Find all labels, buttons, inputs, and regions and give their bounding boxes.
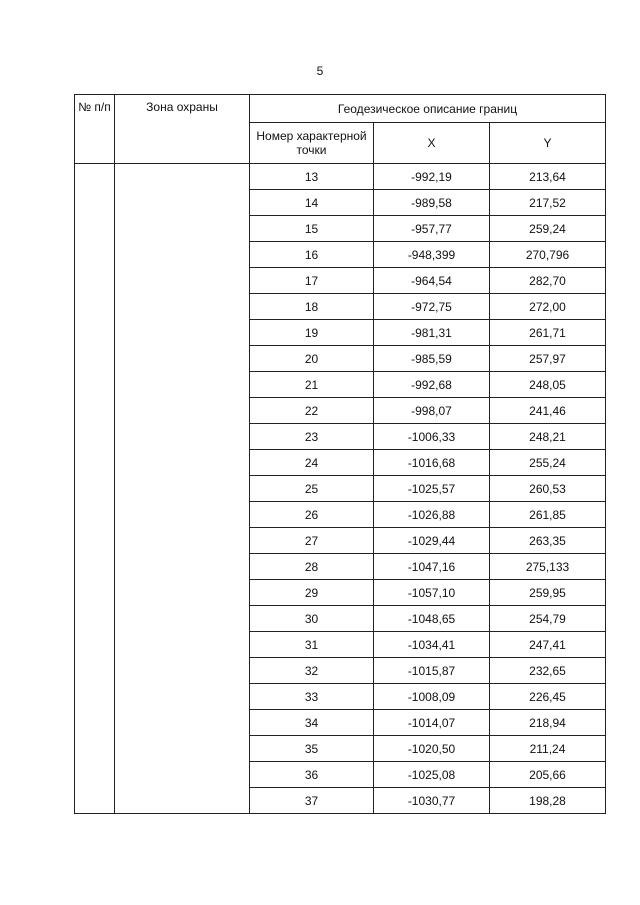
x-cell: -1030,77: [374, 788, 490, 814]
y-cell: 263,35: [490, 528, 606, 554]
x-cell: -1025,08: [374, 762, 490, 788]
x-cell: -985,59: [374, 346, 490, 372]
y-cell: 232,65: [490, 658, 606, 684]
header-y: Y: [490, 123, 606, 164]
point-number-cell: 36: [250, 762, 374, 788]
point-number-cell: 22: [250, 398, 374, 424]
point-number-cell: 19: [250, 320, 374, 346]
y-cell: 272,00: [490, 294, 606, 320]
geodetic-table: [74, 94, 606, 814]
x-cell: -989,58: [374, 190, 490, 216]
y-cell: 261,71: [490, 320, 606, 346]
y-cell: 261,85: [490, 502, 606, 528]
y-cell: 248,05: [490, 372, 606, 398]
x-cell: -1057,10: [374, 580, 490, 606]
x-cell: -1048,65: [374, 606, 490, 632]
header-x: X: [374, 123, 490, 164]
header-point-number: Номер характерной точки: [250, 123, 374, 164]
page-number: 5: [316, 64, 324, 78]
y-cell: 257,97: [490, 346, 606, 372]
x-cell: -1029,44: [374, 528, 490, 554]
y-cell: 247,41: [490, 632, 606, 658]
y-cell: 198,28: [490, 788, 606, 814]
x-cell: -1025,57: [374, 476, 490, 502]
x-cell: -1047,16: [374, 554, 490, 580]
x-cell: -1020,50: [374, 736, 490, 762]
point-number-cell: 25: [250, 476, 374, 502]
x-cell: -981,31: [374, 320, 490, 346]
point-number-cell: 29: [250, 580, 374, 606]
point-number-cell: 30: [250, 606, 374, 632]
point-number-cell: 27: [250, 528, 374, 554]
x-cell: -992,19: [374, 164, 490, 190]
point-number-cell: 26: [250, 502, 374, 528]
y-cell: 205,66: [490, 762, 606, 788]
y-cell: 259,95: [490, 580, 606, 606]
point-number-cell: 31: [250, 632, 374, 658]
header-num: № п/п: [75, 95, 115, 164]
zone-cell: [115, 164, 250, 814]
point-number-cell: 23: [250, 424, 374, 450]
y-cell: 211,24: [490, 736, 606, 762]
point-number-cell: 16: [250, 242, 374, 268]
x-cell: -1006,33: [374, 424, 490, 450]
point-number-cell: 18: [250, 294, 374, 320]
y-cell: 260,53: [490, 476, 606, 502]
point-number-cell: 24: [250, 450, 374, 476]
x-cell: -957,77: [374, 216, 490, 242]
y-cell: 218,94: [490, 710, 606, 736]
point-number-cell: 21: [250, 372, 374, 398]
x-cell: -1008,09: [374, 684, 490, 710]
point-number-cell: 35: [250, 736, 374, 762]
x-cell: -1026,88: [374, 502, 490, 528]
y-cell: 254,79: [490, 606, 606, 632]
x-cell: -1014,07: [374, 710, 490, 736]
x-cell: -1016,68: [374, 450, 490, 476]
y-cell: 226,45: [490, 684, 606, 710]
x-cell: -992,68: [374, 372, 490, 398]
x-cell: -964,54: [374, 268, 490, 294]
y-cell: 213,64: [490, 164, 606, 190]
y-cell: 282,70: [490, 268, 606, 294]
x-cell: -1015,87: [374, 658, 490, 684]
point-number-cell: 33: [250, 684, 374, 710]
point-number-cell: 13: [250, 164, 374, 190]
header-geo-description: Геодезическое описание границ: [250, 95, 606, 123]
point-number-cell: 15: [250, 216, 374, 242]
y-cell: 275,133: [490, 554, 606, 580]
y-cell: 241,46: [490, 398, 606, 424]
point-number-cell: 32: [250, 658, 374, 684]
x-cell: -998,07: [374, 398, 490, 424]
point-number-cell: 20: [250, 346, 374, 372]
num-cell: [75, 164, 115, 814]
header-zone: Зона охраны: [115, 95, 250, 164]
y-cell: 255,24: [490, 450, 606, 476]
table-row: [75, 164, 606, 190]
point-number-cell: 34: [250, 710, 374, 736]
point-number-cell: 17: [250, 268, 374, 294]
point-number-cell: 14: [250, 190, 374, 216]
point-number-cell: 28: [250, 554, 374, 580]
y-cell: 248,21: [490, 424, 606, 450]
point-number-cell: 37: [250, 788, 374, 814]
y-cell: 217,52: [490, 190, 606, 216]
x-cell: -948,399: [374, 242, 490, 268]
y-cell: 259,24: [490, 216, 606, 242]
table-body: [75, 164, 606, 814]
x-cell: -1034,41: [374, 632, 490, 658]
y-cell: 270,796: [490, 242, 606, 268]
x-cell: -972,75: [374, 294, 490, 320]
